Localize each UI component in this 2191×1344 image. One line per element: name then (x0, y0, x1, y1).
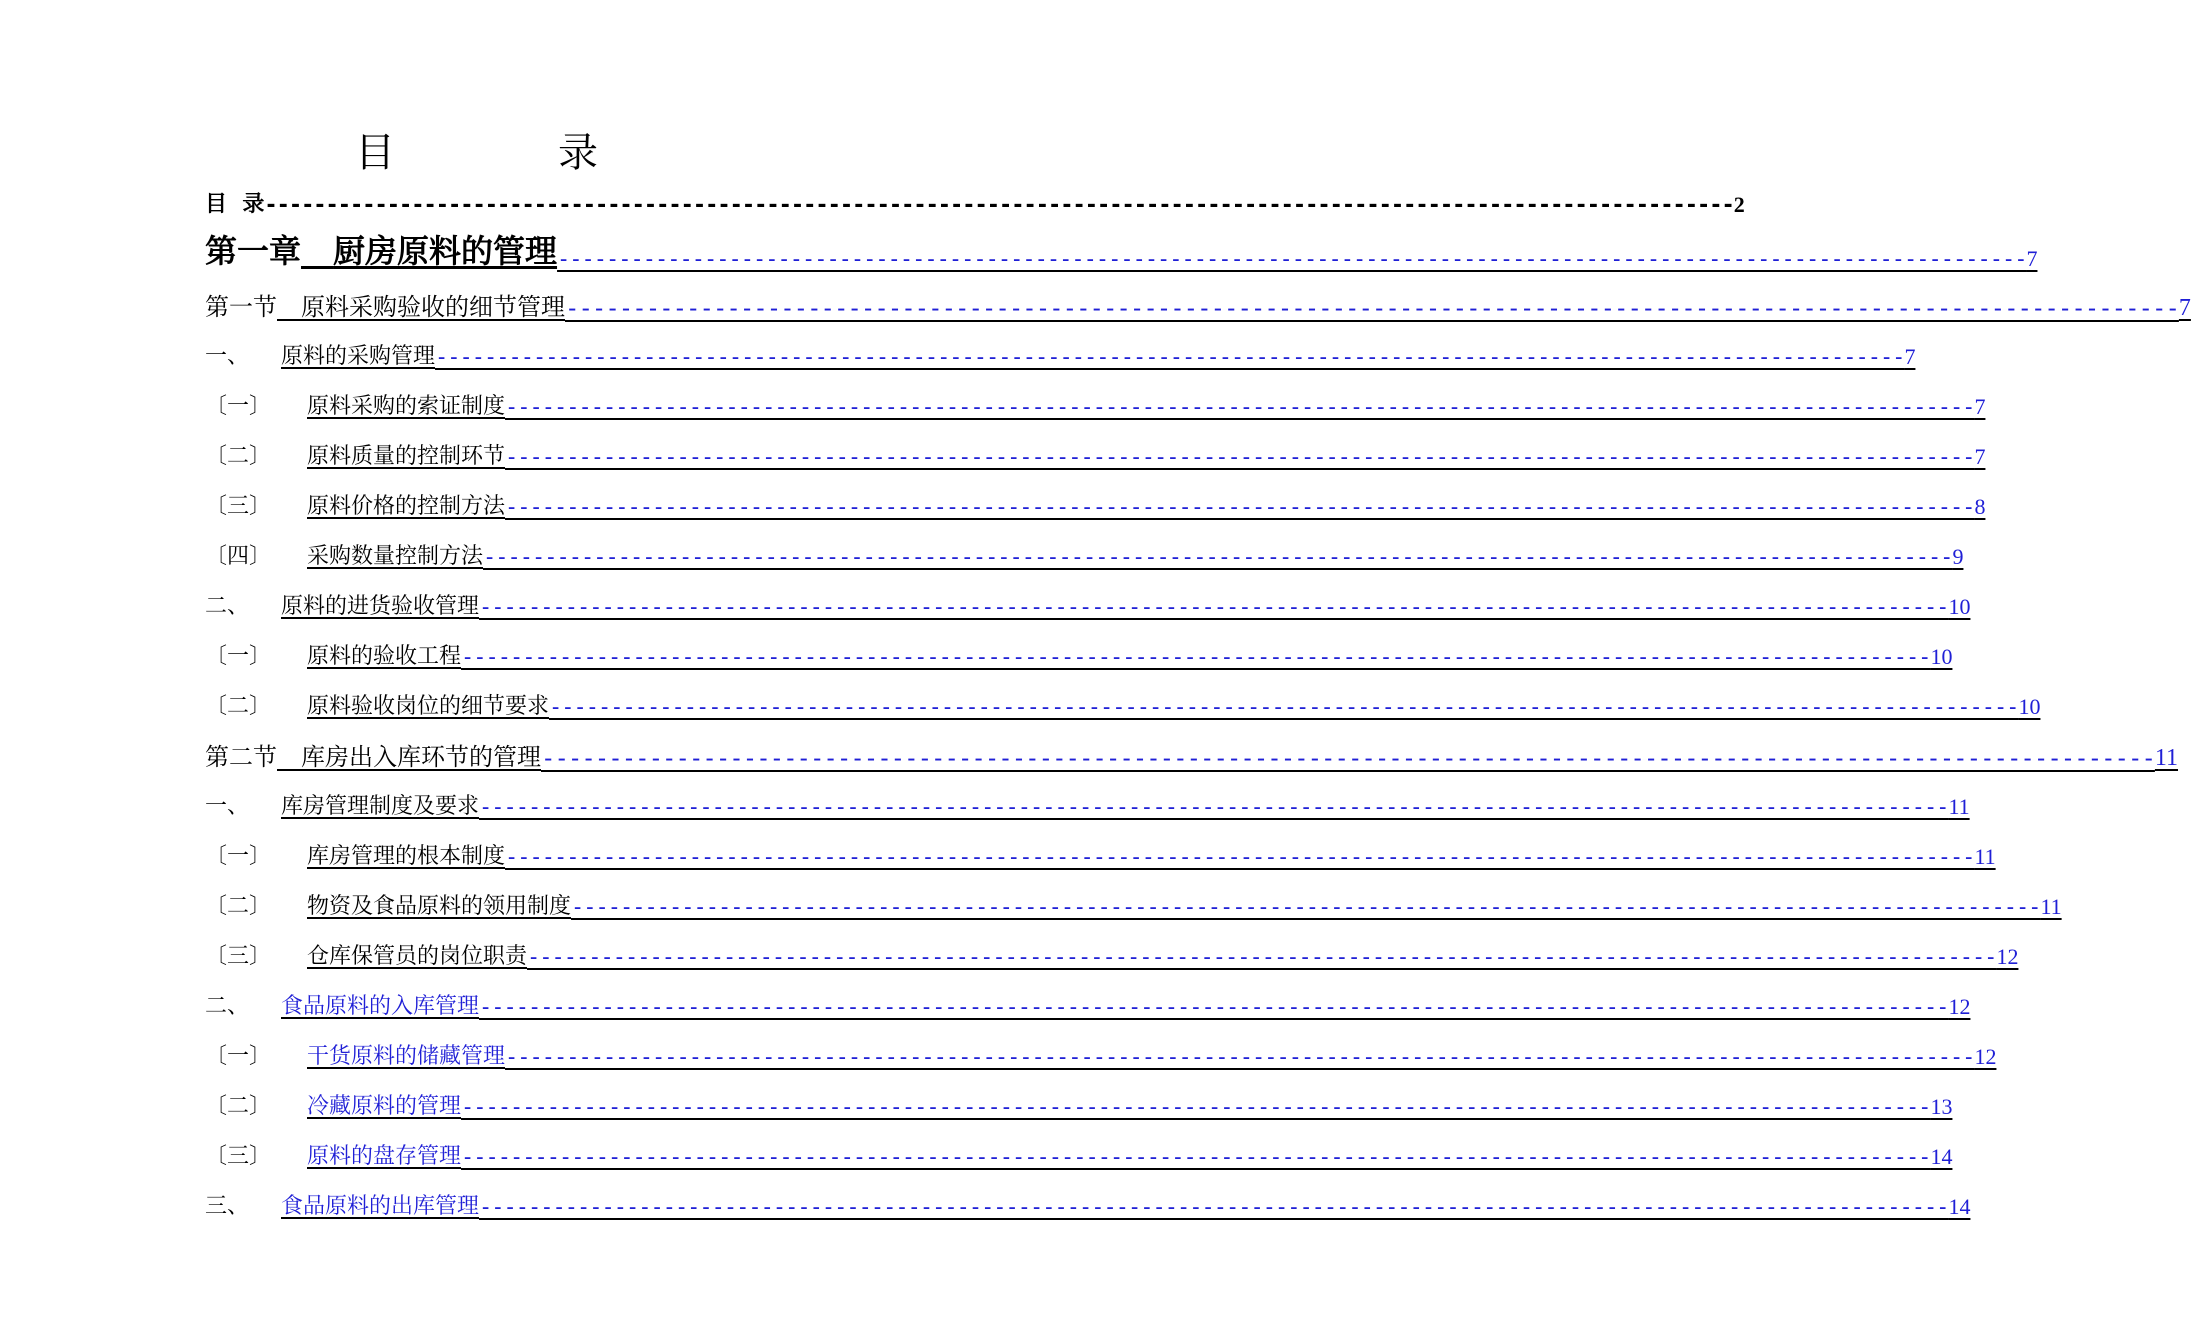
toc-entry-text: 原料采购验收的细节管理 (301, 293, 565, 321)
toc-entry-label (205, 989, 479, 1020)
toc-entry-number: 〔一〕 (205, 1044, 272, 1069)
toc-entry[interactable] (205, 632, 1953, 670)
toc-leader: ------------------------------------------------------------------------------------------------------------------------ (479, 595, 1949, 620)
toc-page-number: 9 (1952, 544, 1964, 569)
toc-entry-number: 第二节 (205, 743, 277, 771)
toc-entry-number: 第一章 (205, 232, 302, 270)
toc-entry-text: 原料验收岗位的细节要求 (307, 694, 550, 719)
toc-entry-number: 三、 (205, 1194, 250, 1219)
toc-leader: ------------------------------------------------------------------------------------------------------------------------ (505, 495, 1975, 520)
toc-leader: ------------------------------------------------------------------------------------------------------------------------ (549, 695, 2019, 720)
toc-entry-number: 〔二〕 (205, 894, 272, 919)
toc-entry-label (205, 287, 565, 322)
title-char-2: 录 (558, 130, 598, 176)
toc-entry[interactable] (205, 532, 1964, 570)
toc-entry-number: 〔一〕 (205, 394, 272, 419)
toc-page-number: 14 (1948, 1194, 1971, 1219)
toc-leader: ------------------------------------------------------------------------------------------------------------------------ (461, 645, 1931, 670)
toc-entry-label (205, 389, 505, 420)
toc-leader: ------------------------------------------------------------------------------------------------------------------------ (557, 247, 2027, 272)
title-char-1: 目 (355, 130, 395, 176)
toc-entry-text: 原料的采购管理 (281, 344, 436, 369)
toc-leader: ------------------------------------------------------------------------------------------------------------------------ (479, 995, 1949, 1020)
toc-page-number: 13 (1930, 1094, 1953, 1119)
toc-entry-label (205, 1039, 505, 1070)
toc-entry-number: 〔二〕 (205, 1094, 272, 1119)
toc-entry-label (205, 539, 483, 570)
toc-leader: ------------------------------------------------------------------------------------------------------------------------ (505, 395, 1975, 420)
toc-page-number: 10 (2018, 694, 2041, 719)
toc-entry-text: 库房管理的根本制度 (307, 844, 506, 869)
toc-entry[interactable] (205, 332, 1916, 370)
toc-entry-label (205, 939, 527, 970)
toc-entry[interactable] (205, 482, 1986, 520)
toc-entry[interactable] (205, 1032, 1997, 1070)
toc-entry[interactable] (205, 432, 1986, 470)
toc-entry-number: 一、 (205, 344, 250, 369)
toc-entry-number: 〔一〕 (205, 644, 272, 669)
toc-page-number: 11 (1948, 794, 1970, 819)
toc-page-number: 7 (1974, 444, 1986, 469)
toc-leader: ------------------------------------------------------------------------------------------------------------------------ (435, 345, 1905, 370)
toc-entry-label (205, 789, 479, 820)
toc-entry-label (205, 439, 505, 470)
toc-entry-spacer (277, 293, 301, 321)
toc-page-number: 10 (1930, 644, 1953, 669)
toc-leader: ------------------------------------------------------------------------------------------------------------------------ (505, 845, 1975, 870)
toc-entry-label (205, 1139, 461, 1170)
toc-entry[interactable] (205, 1082, 1953, 1120)
toc-entry[interactable] (205, 382, 1986, 420)
toc-leader: ------------------------------------------------------------------------------------------------------------------------ (541, 744, 2155, 772)
toc-entry-text: 食品原料的出库管理 (281, 1194, 480, 1219)
toc-entry-number: 〔二〕 (205, 694, 272, 719)
toc-entry[interactable] (205, 1132, 1953, 1170)
toc-leader: ------------------------------------------------------------------------------------------------------------------------ (461, 1095, 1931, 1120)
toc-page-number: 2 (1733, 192, 1745, 217)
toc-leader: ------------------------------------------------------------------------------------------------------------------------ (483, 545, 1953, 570)
toc-page-number: 11 (2040, 894, 2062, 919)
toc-page-number: 10 (1948, 594, 1971, 619)
toc-entry-number: 目 录 (205, 191, 265, 217)
toc-entry-number: 〔二〕 (205, 444, 272, 469)
toc-entry[interactable] (205, 582, 1971, 620)
toc-leader: ------------------------------------------------------------------------------------------------------------------------ (571, 895, 2041, 920)
toc-entry[interactable] (205, 1182, 1971, 1220)
toc-entry-label (205, 737, 541, 772)
toc-page-number: 8 (1974, 494, 1986, 519)
toc-entry-text: 食品原料的入库管理 (281, 994, 480, 1019)
toc-leader: ------------------------------------------------------------------------------------------------------------------------ (461, 1145, 1931, 1170)
page-title (0, 130, 950, 180)
toc-entry-text: 仓库保管员的岗位职责 (307, 944, 528, 969)
toc-entry-spacer (301, 232, 333, 270)
toc-entry-label (205, 639, 461, 670)
toc-entry-text: 原料的进货验收管理 (281, 594, 480, 619)
toc-page-number: 11 (1974, 844, 1996, 869)
toc-entry-number: 一、 (205, 794, 250, 819)
toc-entry-text: 厨房原料的管理 (333, 232, 558, 270)
toc-entry[interactable] (205, 282, 2191, 322)
toc-leader: ------------------------------------------------------------------------------------------------------------------------ (505, 445, 1975, 470)
toc-entry-text: 库房出入库环节的管理 (301, 743, 541, 771)
toc-entry[interactable] (205, 682, 2041, 720)
toc-entry-spacer (277, 743, 301, 771)
toc-entry-text: 原料质量的控制环节 (307, 444, 506, 469)
toc-entry-label (205, 589, 479, 620)
toc-entry-label (205, 839, 505, 870)
toc-page-number: 7 (1974, 394, 1986, 419)
toc-entry[interactable] (205, 932, 2019, 970)
toc-leader: ------------------------------------------------------------------------------------------------------------------------ (479, 795, 1949, 820)
toc-entry-label (205, 187, 264, 218)
toc-entry[interactable] (205, 882, 2062, 920)
toc-entry[interactable] (205, 782, 1970, 820)
toc-entry-number: 〔四〕 (205, 544, 272, 569)
toc-entry-text: 原料的盘存管理 (307, 1144, 462, 1169)
toc-entry-text: 物资及食品原料的领用制度 (307, 894, 572, 919)
toc-entry-number: 〔一〕 (205, 844, 272, 869)
toc-entry-number: 二、 (205, 994, 250, 1019)
toc-entry-number: 〔三〕 (205, 494, 272, 519)
toc-entry-label (205, 489, 505, 520)
toc-entry-number: 二、 (205, 594, 250, 619)
toc-entry-text: 原料采购的索证制度 (307, 394, 506, 419)
toc-entry[interactable] (205, 732, 2179, 772)
toc-entry-label (205, 226, 557, 272)
toc-entry-text: 冷藏原料的管理 (307, 1094, 462, 1119)
toc-leader: ------------------------------------------------------------------------------------------------------------------------ (479, 1195, 1949, 1220)
toc-entry-text: 原料价格的控制方法 (307, 494, 506, 519)
toc-page-number: 14 (1930, 1144, 1953, 1169)
toc-leader: ------------------------------------------------------------------------------------------------------------------------ (264, 193, 1734, 218)
toc-page-number: 12 (1974, 1044, 1997, 1069)
toc-entry[interactable] (205, 184, 1745, 218)
toc-entry-label (205, 689, 549, 720)
toc-entry-label (205, 1089, 461, 1120)
toc-page-number: 12 (1996, 944, 2019, 969)
toc-entry[interactable] (205, 832, 1996, 870)
toc-entry-number: 〔三〕 (205, 1144, 272, 1169)
toc-entry-text: 原料的验收工程 (307, 644, 462, 669)
toc-page-number: 12 (1948, 994, 1971, 1019)
toc-entry[interactable] (205, 982, 1971, 1020)
toc-entry-text: 干货原料的储藏管理 (307, 1044, 506, 1069)
toc-page-number: 11 (2154, 745, 2179, 771)
toc-page-number: 7 (2178, 295, 2191, 321)
toc-entry-text: 采购数量控制方法 (307, 544, 484, 569)
toc-entry-label (205, 339, 435, 370)
toc-leader: ------------------------------------------------------------------------------------------------------------------------ (505, 1045, 1975, 1070)
toc-entry-label (205, 1189, 479, 1220)
toc-entry-number: 第一节 (205, 293, 277, 321)
toc-entry-number: 〔三〕 (205, 944, 272, 969)
toc-entry-label (205, 889, 571, 920)
toc-page-number: 7 (1904, 344, 1916, 369)
toc-entry[interactable] (205, 224, 2038, 272)
toc-leader: ------------------------------------------------------------------------------------------------------------------------ (565, 294, 2179, 322)
toc-entry-text: 库房管理制度及要求 (281, 794, 480, 819)
toc-page-number: 7 (2026, 246, 2038, 271)
toc-leader: ------------------------------------------------------------------------------------------------------------------------ (527, 945, 1997, 970)
